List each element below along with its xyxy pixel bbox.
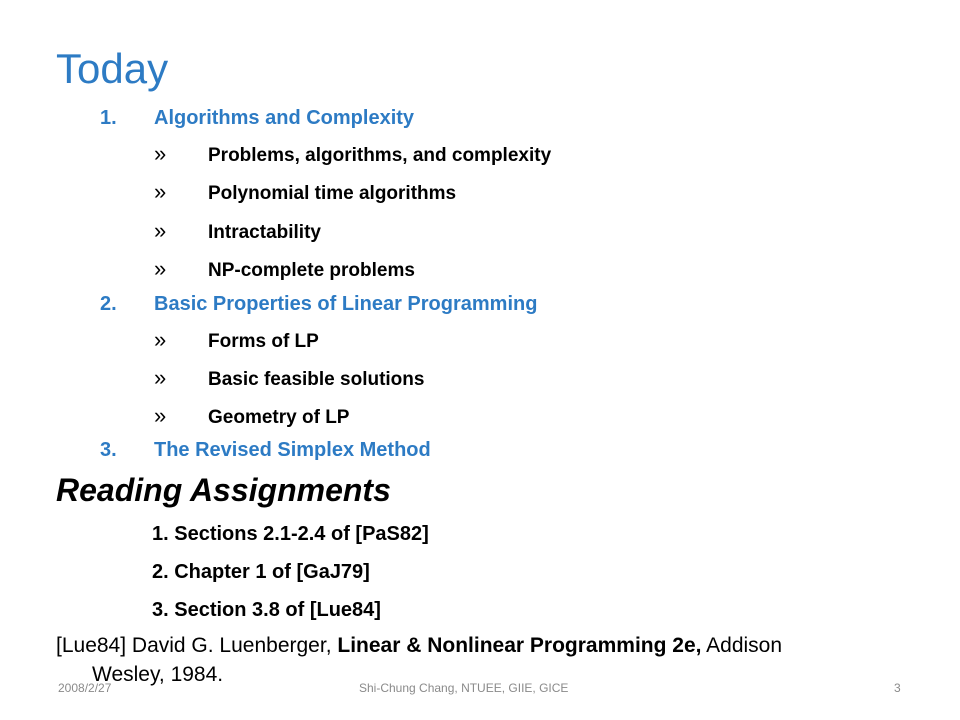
section-title: Algorithms and Complexity — [154, 107, 415, 129]
outline-item-text: Polynomial time algorithms — [208, 183, 457, 204]
reference-publisher: Addison — [706, 634, 783, 657]
reading-heading: Reading Assignments — [56, 472, 391, 508]
reading-item: 1. Sections 2.1-2.4 of [PaS82] — [152, 523, 429, 545]
section-number: 3. — [100, 439, 117, 461]
outline-item-text: NP-complete problems — [208, 260, 415, 281]
reference-prefix: [Lue84] David G. Luenberger, — [56, 634, 332, 657]
reference-book-title: Linear & Nonlinear Programming 2e, — [337, 634, 702, 657]
footer-author: Shi-Chung Chang, NTUEE, GIIE, GICE — [359, 681, 569, 695]
section-title: The Revised Simplex Method — [154, 439, 431, 461]
outline-item-text: Geometry of LP — [208, 407, 350, 428]
slide-title: Today — [56, 45, 169, 92]
bullet-marker: » — [154, 179, 167, 204]
footer-date: 2008/2/27 — [58, 681, 112, 695]
outline-item-text: Intractability — [208, 222, 321, 243]
section-number: 2. — [100, 293, 117, 315]
reading-item: 2. Chapter 1 of [GaJ79] — [152, 561, 370, 583]
bullet-marker: » — [154, 365, 167, 390]
bullet-marker: » — [154, 218, 167, 243]
reference-continuation: Wesley, 1984. — [92, 663, 224, 686]
outline-item-text: Basic feasible solutions — [208, 369, 425, 390]
bullet-marker: » — [154, 403, 167, 428]
outline-item-text: Problems, algorithms, and complexity — [208, 145, 552, 166]
bullet-marker: » — [154, 141, 167, 166]
section-title: Basic Properties of Linear Programming — [154, 293, 538, 315]
footer-page-number: 3 — [894, 681, 901, 695]
outline-item-text: Forms of LP — [208, 331, 319, 352]
section-number: 1. — [100, 107, 117, 129]
bullet-marker: » — [154, 327, 167, 352]
reading-item: 3. Section 3.8 of [Lue84] — [152, 599, 381, 621]
bullet-marker: » — [154, 256, 167, 281]
